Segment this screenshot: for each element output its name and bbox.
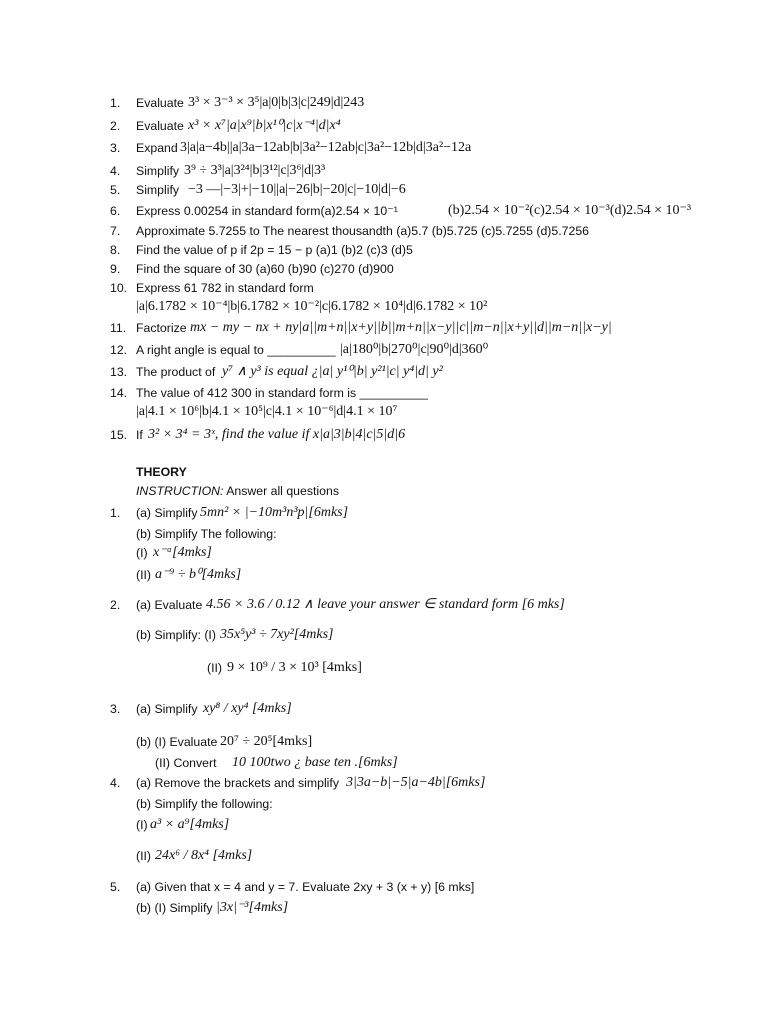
question-text: (II) Convert (155, 756, 217, 770)
question-math: |a|180⁰|b|270⁰|c|90⁰|d|360⁰ (340, 342, 489, 357)
question-text: (b) Simplify the following: (136, 797, 273, 811)
question-number: 4. (110, 164, 121, 178)
question-number: 15. (110, 428, 128, 442)
question-number: 1. (110, 96, 121, 110)
question-text: (a) Evaluate (136, 598, 203, 612)
question-text: (a) Remove the brackets and simplify (136, 776, 339, 790)
question-math: 5mn² × |−10m³n³p|[6mks] (200, 505, 349, 520)
question-math: 35x⁵y³ ÷ 7xy²[4mks] (220, 627, 334, 642)
question-number: 5. (110, 183, 121, 197)
question-text: (II) (136, 568, 152, 582)
question-number: 7. (110, 224, 121, 238)
question-math: (b)2.54 × 10⁻²(c)2.54 × 10⁻³(d)2.54 × 10⁻³ (448, 203, 692, 218)
question-text: Approximate 5.7255 to The nearest thousandth (a)5.7 (b)5.725 (c)5.7255 (d)5.7256 (136, 224, 589, 238)
question-text: The product of (136, 365, 216, 379)
question-text: The value of 412 300 in standard form is __________ (136, 386, 428, 400)
question-text: (a) Given that x = 4 and y = 7. Evaluate 2xy + 3 (x + y) [6 mks] (136, 880, 475, 894)
question-math: |a|6.1782 × 10⁻⁴|b|6.1782 × 10⁻²|c|6.1782 × 10⁴|d|6.1782 × 10² (136, 299, 488, 314)
question-math: 3² × 3⁴ = 3ˣ, find the value if x|a|3|b|4|c|5|d|6 (148, 427, 406, 442)
question-math: xy⁸ / xy⁴ [4mks] (203, 701, 292, 716)
question-text: If (136, 428, 143, 442)
question-text: (b) Simplify: (I) (136, 628, 216, 642)
question-math: 3|3a−b|−5|a−4b|[6mks] (346, 775, 486, 790)
question-number: 3. (110, 702, 121, 716)
question-math: a⁻⁹ ÷ b⁰[4mks] (155, 567, 242, 582)
question-number: 5. (110, 880, 121, 894)
question-text: (I) (136, 818, 148, 832)
question-math: x³ × x⁷|a|x⁹|b|x¹⁰|c|x⁻⁴|d|x⁴ (188, 118, 341, 133)
question-math: 3⁹ ÷ 3³|a|3²⁴|b|3¹²|c|3⁶|d|3³ (184, 163, 326, 178)
question-number: 2. (110, 598, 121, 612)
question-text: (I) (136, 546, 148, 560)
question-text: (b) (I) Evaluate (136, 735, 218, 749)
section-heading: THEORY (136, 465, 187, 479)
question-math: 4.56 × 3.6 / 0.12 ∧ leave your answer ∈ standard form [6 mks] (206, 597, 565, 612)
question-math: 10 100two ¿ base ten .[6mks] (232, 755, 398, 770)
question-text: Simplify (136, 164, 180, 178)
instruction (136, 482, 339, 500)
question-number: 4. (110, 776, 121, 790)
question-math: x⁻ᵃ[4mks] (153, 545, 212, 560)
question-text: Expand (136, 141, 178, 155)
question-number: 8. (110, 243, 121, 257)
question-math: 3³ × 3⁻³ × 3⁵|a|0|b|3|c|249|d|243 (188, 95, 365, 110)
question-math: 3|a|a−4b||a|3a−12ab|b|3a²−12ab|c|3a²−12b|d|3a²−12a (180, 140, 472, 155)
question-number: 14. (110, 386, 128, 400)
question-text: Evaluate (136, 96, 184, 110)
question-number: 9. (110, 262, 121, 276)
question-number: 6. (110, 204, 121, 218)
question-number: 1. (110, 506, 121, 520)
question-text: A right angle is equal to __________ (136, 343, 336, 357)
question-number: 2. (110, 119, 121, 133)
question-number: 12. (110, 343, 128, 357)
question-text: (a) Simplify (136, 506, 198, 520)
question-math: 24x⁶ / 8x⁴ [4mks] (155, 848, 253, 863)
question-text: Express 0.00254 in standard form(a)2.54 × 10⁻¹ (136, 204, 398, 218)
question-text: (b) Simplify The following: (136, 527, 277, 541)
question-text: (a) Simplify (136, 702, 198, 716)
question-text: Express 61 782 in standard form (136, 281, 314, 295)
question-text: Factorize (136, 321, 187, 335)
instruction-text: Answer all questions (223, 484, 339, 498)
question-text: Evaluate (136, 119, 184, 133)
question-math: 9 × 10⁹ / 3 × 10³ [4mks] (227, 660, 362, 675)
question-math: a³ × a⁹[4mks] (150, 817, 230, 832)
question-text: Find the square of 30 (a)60 (b)90 (c)270 (d)900 (136, 262, 394, 276)
question-number: 10. (110, 281, 128, 295)
question-math: |3x|⁻³[4mks] (216, 900, 289, 915)
instruction-label: INSTRUCTION: (136, 484, 224, 498)
question-math: mx − my − nx + ny|a||m+n||x+y||b||m+n||x−y||c||m−n||x+y||d||m−n||x−y| (190, 320, 612, 335)
question-math: y⁷ ∧ y³ is equal ¿|a| y¹⁰|b| y²¹|c| y⁴|d| y² (222, 364, 443, 379)
question-text: Simplify (136, 183, 180, 197)
question-number: 3. (110, 141, 121, 155)
question-math: −3 —|−3|+|−10||a|−26|b|−20|c|−10|d|−6 (188, 182, 406, 197)
question-math: |a|4.1 × 10⁶|b|4.1 × 10⁵|c|4.1 × 10⁻⁶|d|4.1 × 10⁷ (136, 404, 398, 419)
question-number: 13. (110, 365, 128, 379)
question-number: 11. (110, 321, 127, 335)
question-text: (II) (207, 661, 223, 675)
question-math: 20⁷ ÷ 20⁵[4mks] (220, 734, 313, 749)
question-text: (b) (I) Simplify (136, 901, 213, 915)
question-text: (II) (136, 849, 152, 863)
question-text: Find the value of p if 2p = 15 − p (a)1 (b)2 (c)3 (d)5 (136, 243, 413, 257)
